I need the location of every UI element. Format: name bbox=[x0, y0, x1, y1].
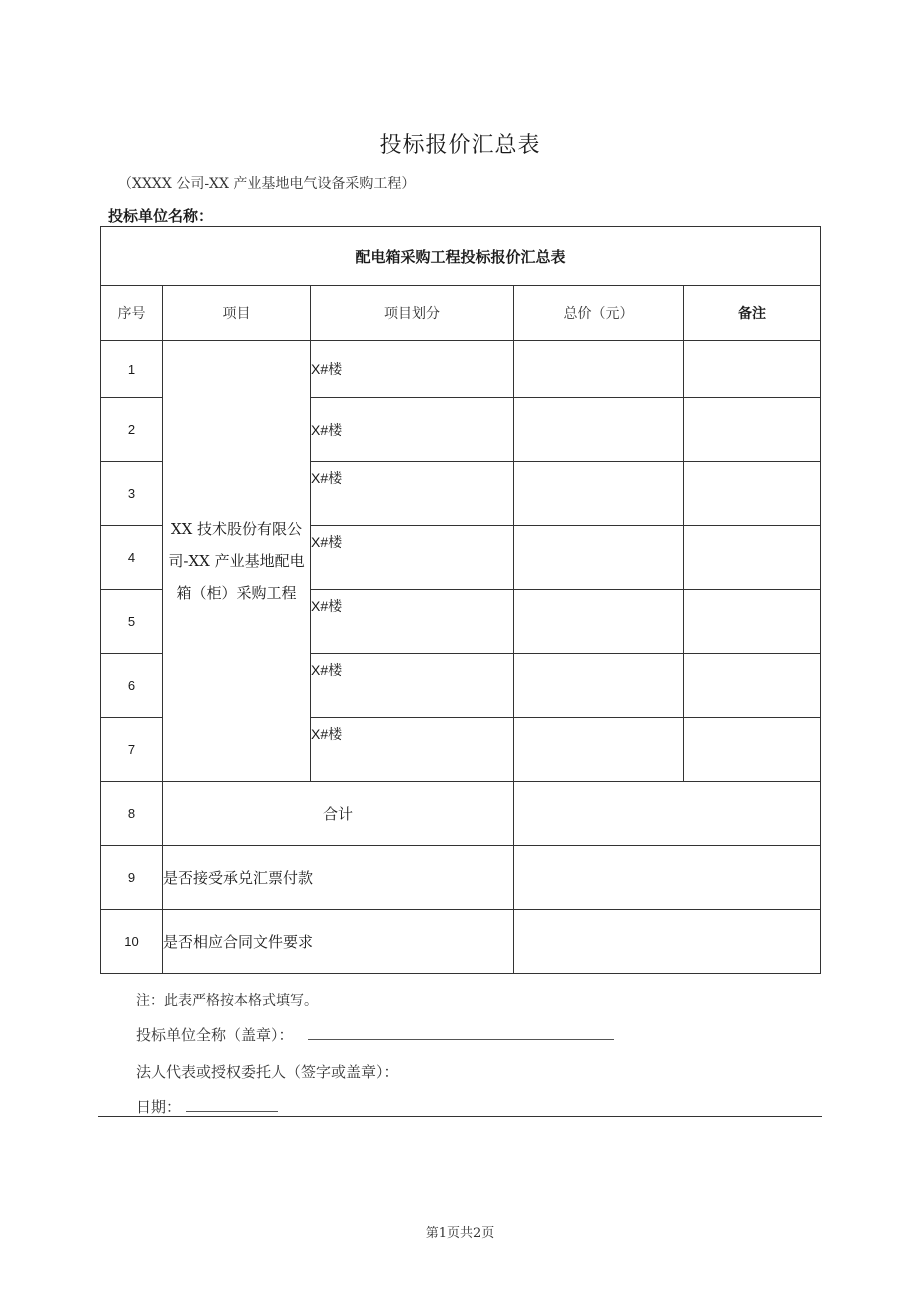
row-division: X#楼 bbox=[311, 590, 514, 654]
total-value-cell[interactable] bbox=[514, 782, 821, 846]
row-remark-cell[interactable] bbox=[684, 590, 821, 654]
row-seq: 9 bbox=[101, 846, 163, 910]
bidder-name-label: 投标单位名称： bbox=[108, 207, 214, 225]
header-remark: 备注 bbox=[684, 286, 821, 341]
bidder-full-name-label: 投标单位全称（盖章）： bbox=[136, 1026, 294, 1044]
header-division: 项目划分 bbox=[311, 286, 514, 341]
row-division: X#楼 bbox=[311, 718, 514, 782]
row-division: X#楼 bbox=[311, 462, 514, 526]
table-header-row bbox=[101, 286, 821, 341]
header-seq: 序号 bbox=[101, 286, 163, 341]
contract-compliance-label: 是否相应合同文件要求 bbox=[163, 910, 514, 974]
row-remark-cell[interactable] bbox=[684, 341, 821, 398]
row-division: X#楼 bbox=[311, 341, 514, 398]
row-remark-cell[interactable] bbox=[684, 462, 821, 526]
row-remark-cell[interactable] bbox=[684, 398, 821, 462]
row-seq: 4 bbox=[101, 526, 163, 590]
project-name-cell: XX 技术股份有限公司-XX 产业基地配电箱（柜）采购工程 bbox=[163, 341, 311, 782]
acceptance-bill-label: 是否接受承兑汇票付款 bbox=[163, 846, 514, 910]
table-row bbox=[101, 341, 821, 398]
row-total-cell[interactable] bbox=[514, 654, 684, 718]
header-item: 项目 bbox=[163, 286, 311, 341]
document-title: 投标报价汇总表 bbox=[379, 133, 541, 158]
row-seq: 7 bbox=[101, 718, 163, 782]
row-division: X#楼 bbox=[311, 654, 514, 718]
row-total-cell[interactable] bbox=[514, 718, 684, 782]
row-seq: 10 bbox=[101, 910, 163, 974]
row-remark-cell[interactable] bbox=[684, 718, 821, 782]
document-subtitle: （XXXX 公司-XX 产业基地电气设备采购工程） bbox=[118, 176, 416, 192]
date-line bbox=[136, 1096, 278, 1117]
row-total-cell[interactable] bbox=[514, 462, 684, 526]
contract-compliance-cell[interactable] bbox=[514, 910, 821, 974]
row-remark-cell[interactable] bbox=[684, 526, 821, 590]
date-field[interactable] bbox=[186, 1097, 278, 1112]
total-label: 合计 bbox=[163, 782, 514, 846]
quote-summary-table bbox=[100, 226, 821, 974]
row-total-cell[interactable] bbox=[514, 590, 684, 654]
legal-rep-label: 法人代表或授权委托人（签字或盖章）： bbox=[136, 1063, 399, 1081]
row-division: X#楼 bbox=[311, 398, 514, 462]
date-label: 日期： bbox=[136, 1098, 182, 1116]
bottom-divider bbox=[98, 1116, 822, 1117]
bidder-full-name-field[interactable] bbox=[308, 1025, 614, 1040]
acceptance-bill-cell[interactable] bbox=[514, 846, 821, 910]
table-caption: 配电箱采购工程投标报价汇总表 bbox=[101, 227, 821, 286]
header-total: 总价（元） bbox=[514, 286, 684, 341]
row-seq: 2 bbox=[101, 398, 163, 462]
row-seq: 8 bbox=[101, 782, 163, 846]
table-row bbox=[101, 846, 821, 910]
page-number: 第1页共2页 bbox=[425, 1226, 495, 1241]
row-seq: 5 bbox=[101, 590, 163, 654]
row-total-cell[interactable] bbox=[514, 398, 684, 462]
bidder-full-name-line bbox=[136, 1024, 614, 1045]
row-seq: 1 bbox=[101, 341, 163, 398]
row-total-cell[interactable] bbox=[514, 526, 684, 590]
row-remark-cell[interactable] bbox=[684, 654, 821, 718]
row-seq: 6 bbox=[101, 654, 163, 718]
row-total-cell[interactable] bbox=[514, 341, 684, 398]
row-division: X#楼 bbox=[311, 526, 514, 590]
table-row bbox=[101, 910, 821, 974]
table-note: 注：此表严格按本格式填写。 bbox=[136, 993, 318, 1009]
table-row bbox=[101, 782, 821, 846]
row-seq: 3 bbox=[101, 462, 163, 526]
legal-rep-line bbox=[136, 1061, 399, 1082]
